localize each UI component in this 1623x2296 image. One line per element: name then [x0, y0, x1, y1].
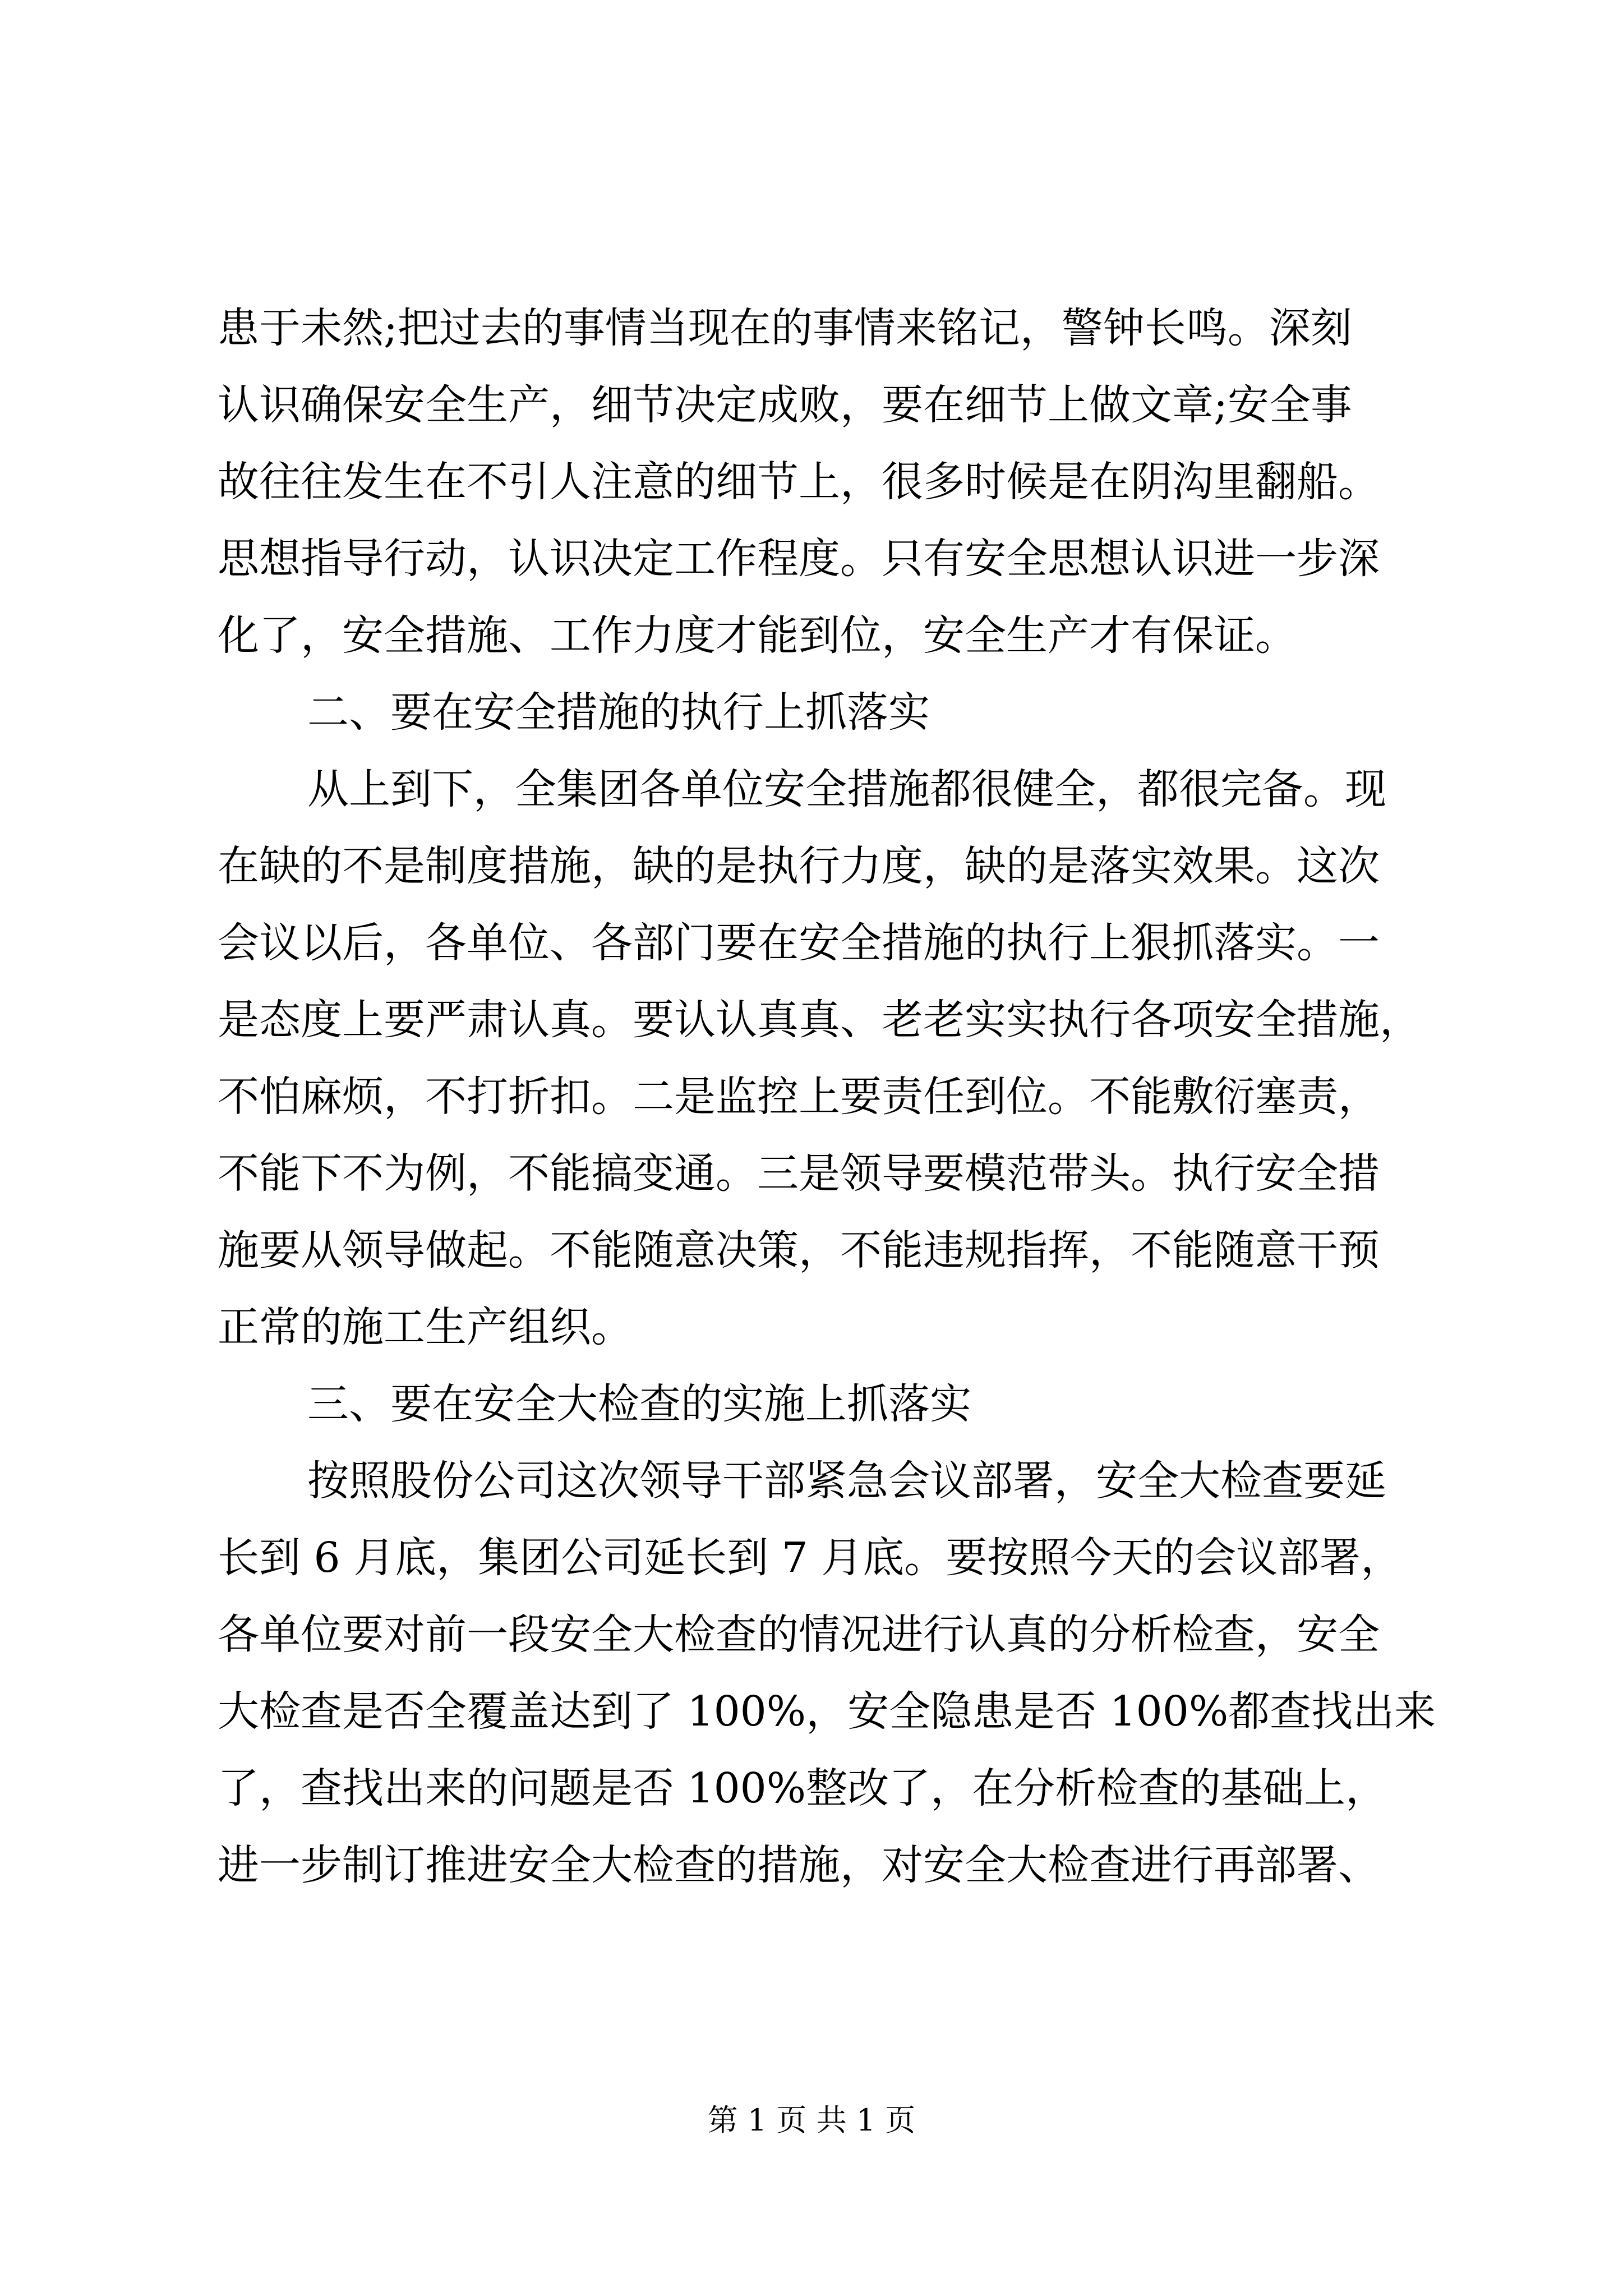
page-number-footer: 第 1 页 共 1 页	[707, 2102, 916, 2138]
section-heading: 三、要在安全大检查的实施上抓落实	[307, 1380, 971, 1428]
text-line: 了，查找出来的问题是否 100%整改了，在分析检查的基础上，	[218, 1764, 1387, 1812]
text-line: 是态度上要严肃认真。要认认真真、老老实实执行各项安全措施，	[218, 996, 1421, 1044]
text-line: 不能下不为例，不能搞变通。三是领导要模范带头。执行安全措	[218, 1149, 1380, 1198]
text-line: 大检查是否全覆盖达到了 100%，安全隐患是否 100%都查找出来	[218, 1687, 1436, 1736]
text-line: 会议以后，各单位、各部门要在安全措施的执行上狠抓落实。一	[218, 919, 1380, 967]
section-heading: 二、要在安全措施的执行上抓落实	[307, 688, 930, 737]
text-line: 进一步制订推进安全大检查的措施，对安全大检查进行再部署、	[218, 1841, 1380, 1889]
text-line: 各单位要对前一段安全大检查的情况进行认真的分析检查，安全	[218, 1611, 1380, 1659]
text-line: 在缺的不是制度措施，缺的是执行力度，缺的是落实效果。这次	[218, 842, 1380, 890]
text-line: 按照股份公司这次领导干部紧急会议部署，安全大检查要延	[307, 1457, 1386, 1505]
text-line: 不怕麻烦，不打折扣。二是监控上要责任到位。不能敷衍塞责，	[218, 1073, 1380, 1121]
text-line: 长到 6 月底，集团公司延长到 7 月底。要按照今天的会议部署，	[218, 1534, 1403, 1582]
text-line: 故往往发生在不引人注意的细节上，很多时候是在阴沟里翻船。	[218, 458, 1380, 506]
text-line: 患于未然;把过去的事情当现在的事情来铭记，警钟长鸣。深刻	[218, 304, 1352, 352]
text-line: 化了，安全措施、工作力度才能到位，安全生产才有保证。	[218, 611, 1297, 660]
text-line: 思想指导行动，认识决定工作程度。只有安全思想认识进一步深	[218, 535, 1380, 583]
text-line: 从上到下，全集团各单位安全措施都很健全，都很完备。现	[307, 765, 1386, 813]
text-line: 正常的施工生产组织。	[218, 1303, 633, 1351]
text-line: 认识确保安全生产，细节决定成败，要在细节上做文章;安全事	[218, 381, 1352, 429]
text-line: 施要从领导做起。不能随意决策，不能违规指挥，不能随意干预	[218, 1226, 1380, 1274]
